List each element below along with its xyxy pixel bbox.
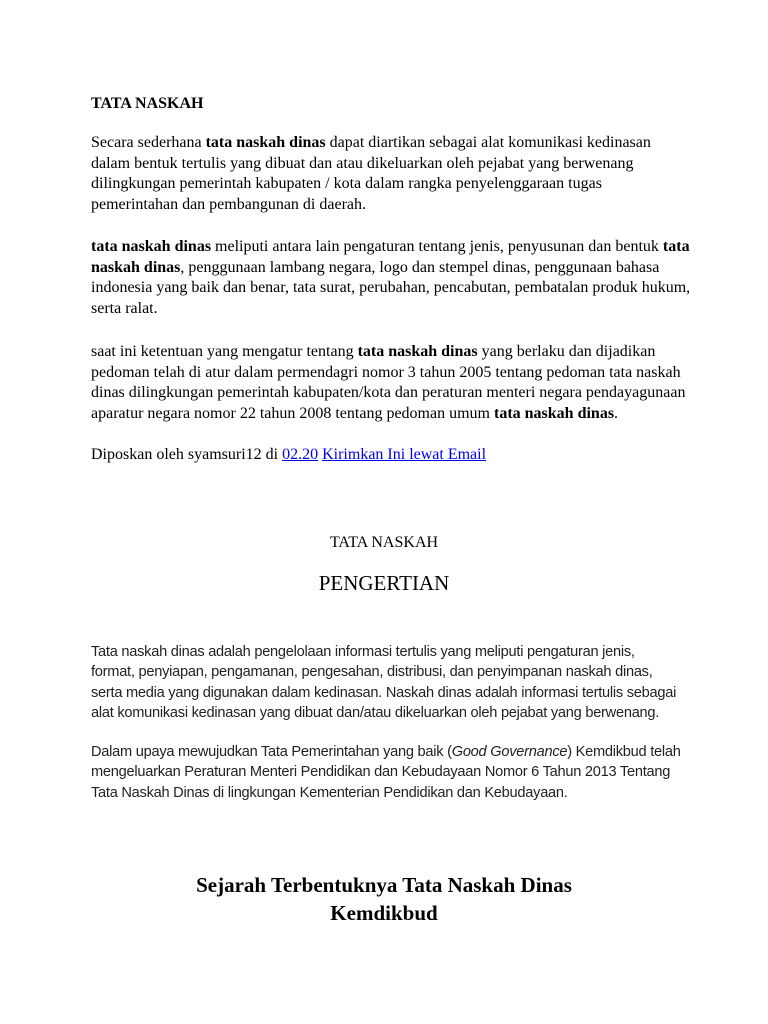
paragraph-scope [91,237,691,319]
paragraph-good-governance [91,742,681,803]
text-run: ) Kemdikbud telah mengeluarkan Peraturan Menteri Pendidikan dan Kebudayaan Nomor 6 Tahun 2013 Tentang Tata Naskah Dinas di lingkungan Kementerian Pendidikan dan Kebudayaan. [91,744,681,801]
post-time-link[interactable]: 02.20 [282,446,319,463]
bold-term: tata naskah dinas [494,404,615,422]
text-run: yang berlaku dan dijadikan pedoman telah di atur dalam permendagri nomor 3 tahun 2005 tentang pedoman tata naskah dinas dilingkungan pemerintah kabupaten/kota dan peraturan menteri negara pendayagunaan aparatur negara nomor 22 tahun 2008 tentang pedoman umum [91,343,686,422]
text-run: meliputi antara lain pengaturan tentang jenis, penyusunan dan bentuk [211,238,663,255]
bold-term: tata naskah dinas [91,238,690,276]
text-run: Dalam upaya mewujudkan Tata Pemerintahan yang baik ( [91,744,452,760]
section-heading-sejarah [0,871,768,927]
bold-term: tata naskah dinas [357,343,478,360]
heading-line: Kemdikbud [330,901,438,925]
text-run: dapat diartikan sebagai alat komunikasi kedinasan dalam bentuk tertulis yang dibuat dan atau dikeluarkan oleh pejabat yang berwenang dilingkungan pemerintah kabupaten / kota dalam rangka penyelenggaraan tugas pemerintahan dan pembangunan di daerah. [91,134,651,213]
paragraph-definition [91,133,691,215]
text-run: , penggunaan lambang negara, logo dan stempel dinas, penggunaan bahasa indonesia yang baik dan benar, tata surat, perubahan, pencabutan, pembatalan produk hukum, serta ralat. [91,258,691,317]
text-run: saat ini ketentuan yang mengatur tentang [91,343,358,360]
document-title: TATA NASKAH [91,95,204,112]
text-run: Secara sederhana [91,134,206,151]
email-share-link[interactable]: Kirimkan Ini lewat Email [322,446,487,463]
section-title: TATA NASKAH [329,534,439,551]
bold-term: tata naskah dinas [205,134,326,151]
post-footer [91,445,691,466]
paragraph-pengertian: Tata naskah dinas adalah pengelolaan informasi tertulis yang meliputi pengaturan jenis, format, penyiapan, pengamanan, pengesahan, distribusi, dan penyimpanan naskah dinas, serta media yang digunakan dalam kedinasan. Naskah dinas adalah informasi tertulis sebagai alat komunikasi kedinasan yang dibuat dan/atau dikeluarkan oleh pejabat yang berwenang. [91,644,677,722]
text-run: . [614,404,619,422]
bold-term: tata naskah dinas [91,238,212,255]
posted-by-text: Diposkan oleh syamsuri12 di [91,446,283,463]
paragraph-regulation [91,342,691,424]
italic-term: Good Governance [451,744,568,760]
heading-line: Sejarah Terbentuknya Tata Naskah Dinas [196,873,572,897]
section-heading-pengertian: PENGERTIAN [318,571,450,595]
